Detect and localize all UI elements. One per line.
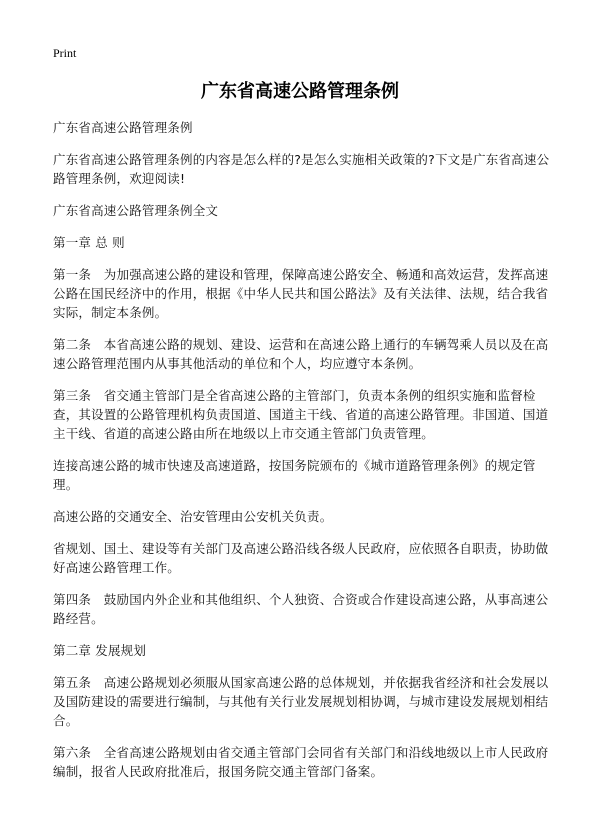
- article-3-clause-4: 省规划、国土、建设等有关部门及高速公路沿线各级人民政府，应依照各自职责，协助做好高速公路管理工作。: [53, 541, 549, 575]
- paragraph-intro: 广东省高速公路管理条例的内容是怎么样的?是怎么实施相关政策的?下文是广东省高速公路管理条例，欢迎阅读!: [53, 152, 550, 186]
- article-5: 第五条 高速公路规划必须服从国家高速公路的总体规划，并依据我省经济和社会发展以及国防建设的需要进行编制，与其他有关行业发展规划相协调，与城市建设发展规划相结合。: [53, 675, 549, 728]
- article-3-clause-3: 高速公路的交通安全、治安管理由公安机关负责。: [53, 509, 333, 524]
- article-3-clause-2: 连接高速公路的城市快速及高速道路，按国务院颁布的《城市道路管理条例》的规定管理。: [53, 458, 536, 492]
- article-6: 第六条 全省高速公路规划由省交通主管部门会同省有关部门和沿线地级以上市人民政府编制，报省人民政府批准后，报国务院交通主管部门备案。: [53, 745, 549, 779]
- chapter-1-heading: 第一章 总 则: [53, 235, 125, 250]
- article-3: 第三条 省交通主管部门是全省高速公路的主管部门，负责本条例的组织实施和监督检查，其设置的公路管理机构负责国道、国道主干线、省道的高速公路管理。非国道、国道主干线、省道的高速公路由所在地级以上市交通主管部门负责管理。: [53, 388, 549, 441]
- article-1: 第一条 为加强高速公路的建设和管理，保障高速公路安全、畅通和高效运营，发挥高速公路在国民经济中的作用，根据《中华人民共和国公路法》及有关法律、法规，结合我省实际，制定本条例。: [53, 267, 549, 320]
- page-title: 广东省高速公路管理条例: [201, 81, 399, 102]
- print-link[interactable]: Print: [53, 46, 77, 60]
- document-body: [53, 118, 553, 794]
- paragraph-fulltext-heading: 广东省高速公路管理条例全文: [53, 203, 219, 218]
- article-4: 第四条 鼓励国内外企业和其他组织、个人独资、合资或合作建设高速公路，从事高速公路经营。: [53, 592, 549, 626]
- paragraph-subtitle: 广东省高速公路管理条例: [53, 120, 193, 135]
- article-2: 第二条 本省高速公路的规划、建设、运营和在高速公路上通行的车辆驾乘人员以及在高速公路管理范围内从事其他活动的单位和个人，均应遵守本条例。: [53, 337, 549, 371]
- chapter-2-heading: 第二章 发展规划: [53, 643, 147, 658]
